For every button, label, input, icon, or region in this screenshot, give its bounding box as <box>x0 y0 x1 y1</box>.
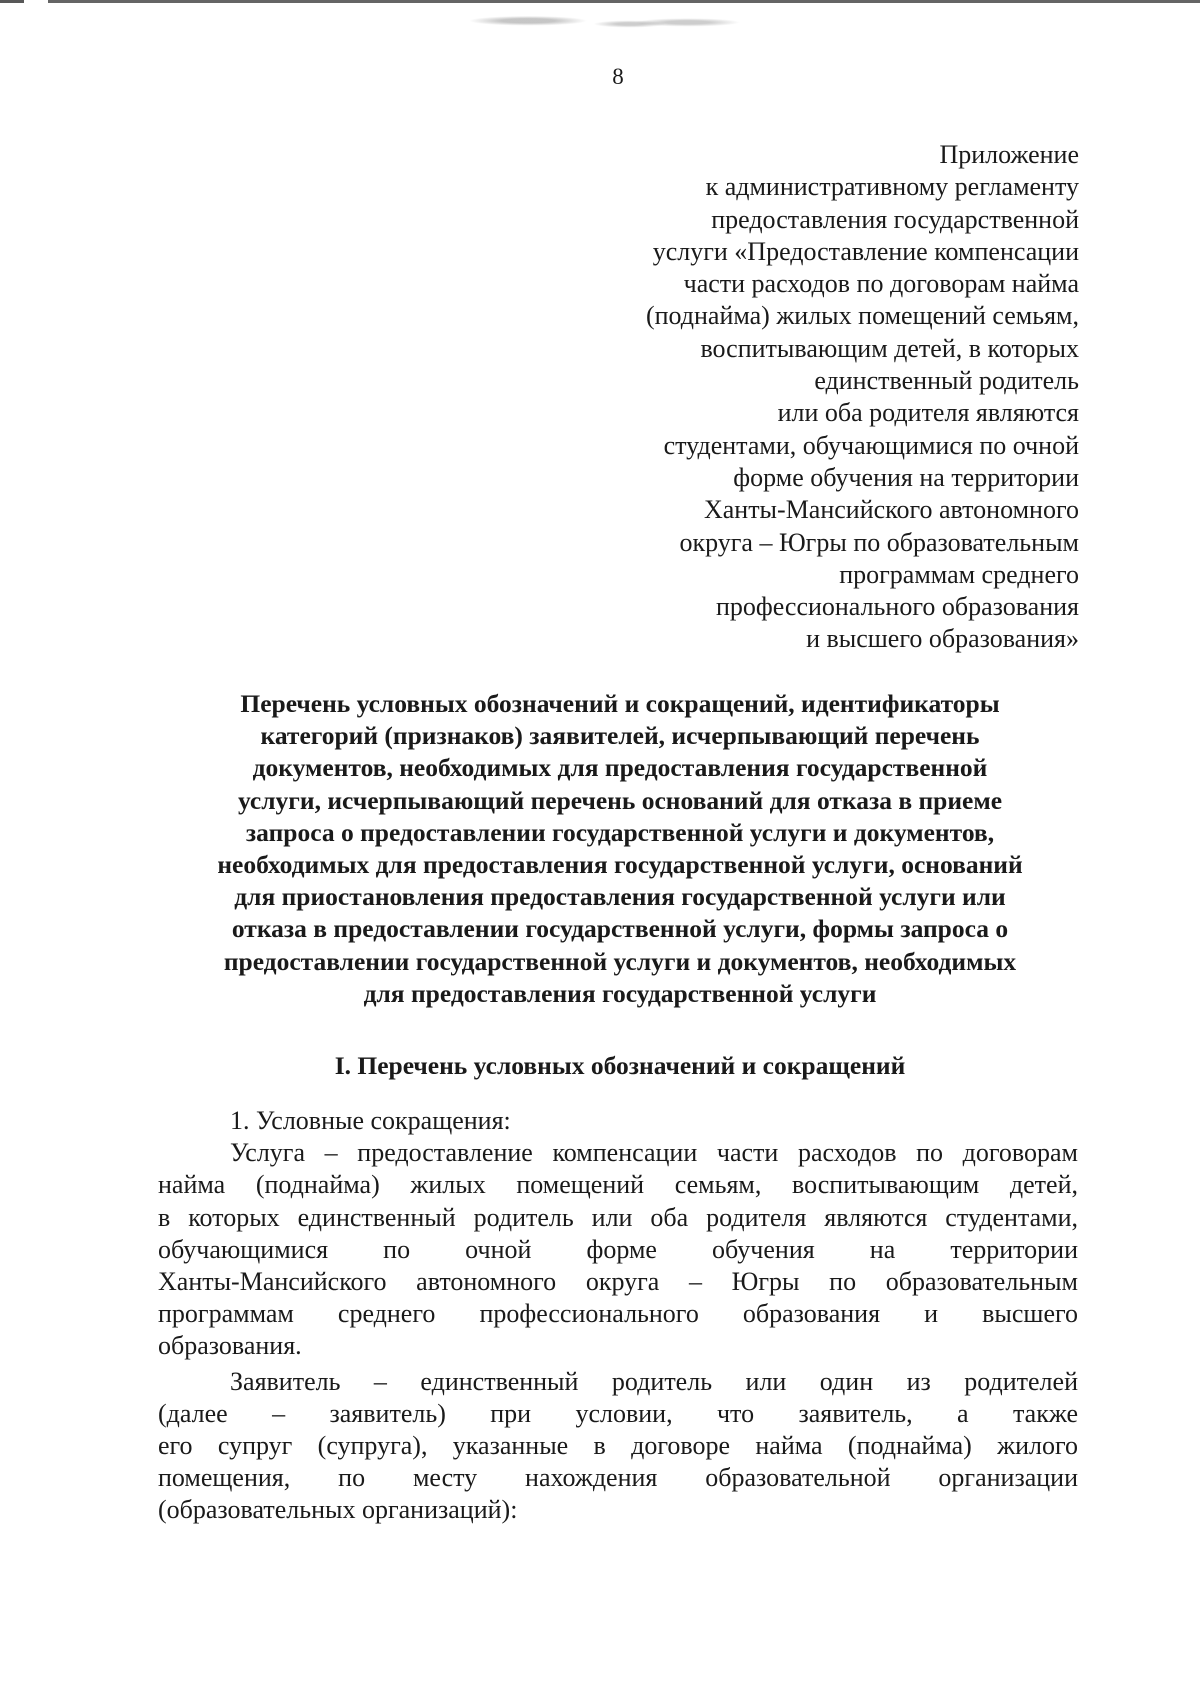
title-line: необходимых для предоставления государственной услуги, оснований <box>217 850 1023 880</box>
appendix-line: Ханты-Мансийского автономного <box>703 495 1079 525</box>
appendix-line: программам среднего <box>839 559 1079 589</box>
scan-artifact <box>470 8 760 40</box>
paragraph-line: обучающимися по очной форме обучения на территории <box>158 1234 1078 1264</box>
appendix-line: Приложение <box>939 140 1079 169</box>
paragraph-applicant <box>158 1366 1078 1527</box>
paragraph-line: его супруг (супруга), указанные в договоре найма (поднайма) жилого <box>158 1430 1078 1460</box>
title-line: предоставлении государственной услуги и документов, необходимых <box>223 946 1017 976</box>
appendix-line: округа – Югры по образовательным <box>679 527 1079 557</box>
appendix-line: профессионального образования <box>715 592 1079 622</box>
title-line: документов, необходимых для предоставления государственной <box>252 753 988 783</box>
appendix-line: к административному регламенту <box>705 172 1079 202</box>
paragraph-service <box>158 1137 1078 1362</box>
paragraph-line: (далее – заявитель) при условии, что заявитель, а также <box>158 1398 1078 1428</box>
paragraph-line: найма (поднайма) жилых помещений семьям, воспитывающим детей, <box>158 1170 1078 1200</box>
title-line: запроса о предоставлении государственной услуги и документов, <box>245 817 995 847</box>
appendix-line: или оба родителя являются <box>777 398 1079 428</box>
scan-edge <box>0 0 1200 3</box>
page-number: 8 <box>612 64 624 89</box>
paragraph-line: помещения, по месту нахождения образовательной организации <box>158 1463 1078 1493</box>
appendix-line: студентами, обучающимися по очной <box>663 430 1079 460</box>
title-line: категорий (признаков) заявителей, исчерпывающий перечень <box>260 721 980 751</box>
paragraph-line: Услуга – предоставление компенсации части расходов по договорам <box>230 1138 1078 1168</box>
title-line: для приостановления предоставления государственной услуги или <box>234 882 1006 912</box>
title-line: услуги, исчерпывающий перечень оснований для отказа в приеме <box>237 785 1003 815</box>
paragraph-line: (образовательных организаций): <box>158 1495 518 1525</box>
paragraph-line: программам среднего профессионального образования и высшего <box>158 1299 1078 1329</box>
appendix-line: предоставления государственной <box>711 204 1079 234</box>
document-title <box>150 688 1090 1010</box>
title-line: для предоставления государственной услуги <box>363 978 877 1008</box>
body-text <box>158 1105 1078 1526</box>
paragraph-line: Ханты-Мансийского автономного округа – Югры по образовательным <box>158 1266 1078 1296</box>
appendix-line: (поднайма) жилых помещений семьям, <box>645 301 1079 331</box>
title-line: отказа в предоставлении государственной услуги, формы запроса о <box>231 914 1009 944</box>
paragraph-line: образования. <box>158 1331 302 1361</box>
title-line: Перечень условных обозначений и сокращений, идентификаторы <box>240 689 1000 718</box>
section-heading: I. Перечень условных обозначений и сокращений <box>334 1051 906 1080</box>
paragraph-line: в которых единственный родитель или оба родителя являются студентами, <box>158 1202 1078 1232</box>
list-item-heading: 1. Условные сокращения: <box>230 1106 511 1135</box>
appendix-line: единственный родитель <box>814 366 1079 396</box>
appendix-line: части расходов по договорам найма <box>683 269 1079 299</box>
appendix-line: форме обучения на территории <box>733 462 1079 492</box>
appendix-note <box>559 139 1079 656</box>
appendix-line: услуги «Предоставление компенсации <box>652 236 1079 266</box>
appendix-line: воспитывающим детей, в которых <box>700 333 1079 363</box>
paragraph-line: Заявитель – единственный родитель или один из родителей <box>230 1366 1078 1396</box>
appendix-line: и высшего образования» <box>806 624 1079 654</box>
